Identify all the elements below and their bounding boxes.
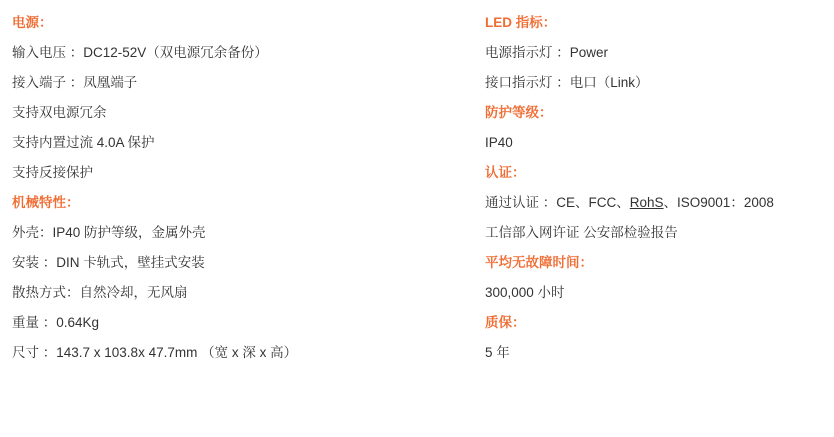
spec-line: 尺寸 ：143.7 x 103.8x 47.7mm （宽 x 深 x 高） [12, 345, 298, 360]
right-column [485, 0, 834, 437]
section-title-power: 电源： [12, 15, 53, 30]
spec-line: 支持反接保护 [12, 165, 93, 180]
section-mtbf [485, 248, 834, 308]
spec-line: 支持双电源冗余 [12, 105, 107, 120]
spec-line: 支持内置过流 4.0A 保护 [12, 135, 155, 150]
section-certification [485, 158, 834, 248]
section-warranty [485, 308, 834, 368]
spec-line: 接入端子 ：凤凰端子 [12, 75, 138, 90]
section-title-mechanical: 机械特性： [12, 195, 80, 210]
spec-line: IP40 [485, 135, 513, 150]
spec-line: 接口指示灯 ：电口（Link） [485, 75, 649, 90]
section-mechanical [12, 188, 485, 368]
section-title-certification: 认证： [485, 165, 526, 180]
section-led [485, 8, 834, 98]
section-title-led: LED 指标： [485, 15, 557, 30]
cert-text-part-underlined: RohS [629, 195, 664, 210]
spec-line: 工信部入网许证 公安部检验报告 [485, 225, 678, 240]
spec-line: 重量 ：0.64Kg [12, 315, 100, 330]
cert-text-part: 通过认证 ：CE、FCC、 [485, 195, 630, 210]
section-title-mtbf: 平均无故障时间： [485, 255, 593, 270]
section-power [12, 8, 485, 188]
section-title-protection-level: 防护等级： [485, 105, 553, 120]
spec-line: 输入电压 ：DC12-52V（双电源冗余备份） [12, 45, 268, 60]
section-protection-level [485, 98, 834, 158]
spec-line: 散热方式：自然冷却，无风扇 [12, 285, 188, 300]
spec-line: 300,000 小时 [485, 285, 565, 300]
cert-text-part: 、ISO9001：2008 [663, 195, 774, 210]
spec-line: 5 年 [485, 345, 510, 360]
spec-line: 外壳：IP40 防护等级，金属外壳 [12, 225, 206, 240]
section-title-warranty: 质保： [485, 315, 526, 330]
spec-line-certification [485, 188, 834, 218]
spec-line: 安装 ：DIN 卡轨式，壁挂式安装 [12, 255, 205, 270]
spec-line: 电源指示灯 ：Power [485, 45, 609, 60]
